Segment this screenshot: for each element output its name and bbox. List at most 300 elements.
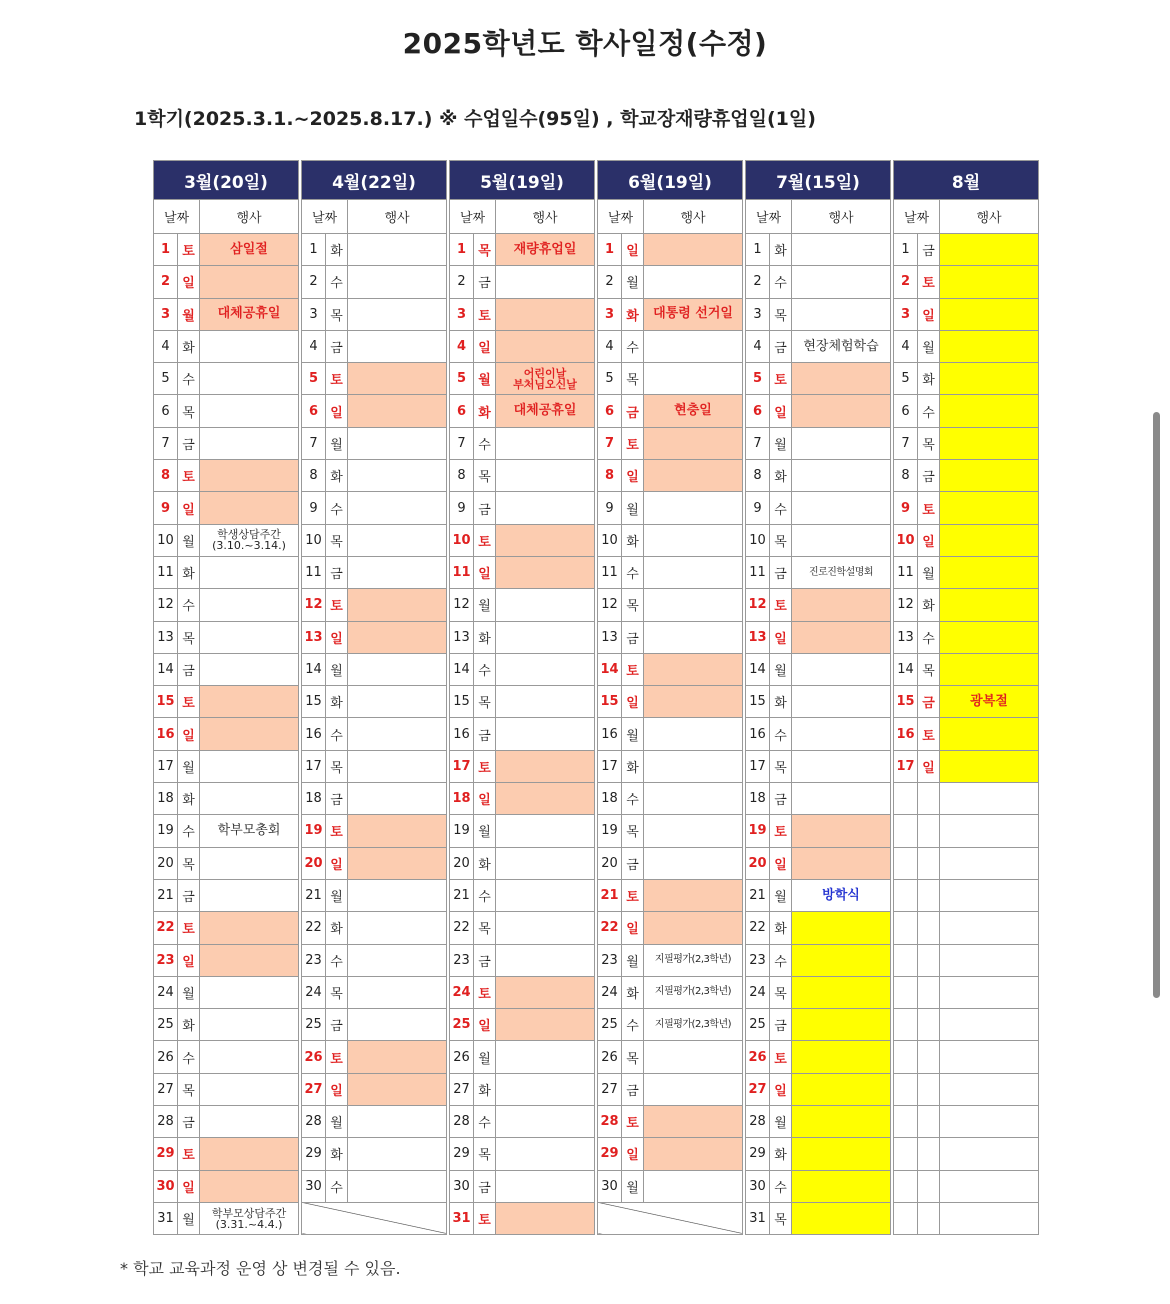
weekday: 화 [326, 912, 348, 944]
day-row [894, 556, 1039, 588]
event-cell [792, 718, 891, 750]
day-row [746, 330, 891, 362]
day-row [746, 912, 891, 944]
day-row [894, 460, 1039, 492]
event-cell [496, 912, 595, 944]
event-cell [348, 1041, 447, 1073]
semester-subtitle: 1학기(2025.3.1.~2025.8.17.) ※ 수업일수(95일) , 학교장재량휴업일(1일) [134, 108, 816, 130]
day-number: 6 [894, 395, 918, 427]
day-number: 12 [746, 589, 770, 621]
day-number: 23 [154, 944, 178, 976]
day-row [154, 1138, 299, 1170]
day-row [302, 976, 447, 1008]
weekday: 금 [622, 1073, 644, 1105]
event-cell [200, 395, 299, 427]
weekday: 수 [474, 1106, 496, 1138]
day-number [894, 879, 918, 911]
event-cell [496, 1009, 595, 1041]
event-cell [200, 686, 299, 718]
day-number: 25 [450, 1009, 474, 1041]
day-number: 14 [598, 653, 622, 685]
weekday: 토 [770, 1041, 792, 1073]
day-number: 8 [746, 460, 770, 492]
day-number: 8 [598, 460, 622, 492]
weekday: 금 [918, 686, 940, 718]
day-row [154, 298, 299, 330]
day-row [302, 589, 447, 621]
weekday: 수 [474, 427, 496, 459]
date-column-header: 날짜 [746, 200, 792, 234]
event-cell [496, 460, 595, 492]
day-row [302, 750, 447, 782]
event-cell [792, 1041, 891, 1073]
month-header: 6월(19일) [598, 161, 743, 200]
day-row [302, 266, 447, 298]
weekday: 수 [326, 718, 348, 750]
event-cell [200, 879, 299, 911]
event-cell [940, 750, 1039, 782]
weekday: 금 [770, 556, 792, 588]
day-number: 18 [154, 783, 178, 815]
day-number: 11 [746, 556, 770, 588]
event-cell [792, 1073, 891, 1105]
day-number: 16 [598, 718, 622, 750]
event-cell [644, 750, 743, 782]
day-number: 1 [302, 234, 326, 266]
weekday: 수 [326, 492, 348, 524]
day-number: 1 [154, 234, 178, 266]
day-row [302, 1170, 447, 1202]
event-cell [348, 492, 447, 524]
day-row [746, 395, 891, 427]
event-cell [496, 1202, 595, 1234]
day-row [598, 653, 743, 685]
day-row [154, 847, 299, 879]
day-number: 15 [746, 686, 770, 718]
weekday: 수 [622, 556, 644, 588]
weekday: 금 [770, 330, 792, 362]
day-row [598, 427, 743, 459]
day-number: 2 [598, 266, 622, 298]
day-number: 9 [154, 492, 178, 524]
event-cell [644, 330, 743, 362]
day-row [746, 234, 891, 266]
event-cell [792, 653, 891, 685]
weekday [918, 783, 940, 815]
day-number: 29 [598, 1138, 622, 1170]
weekday: 월 [622, 492, 644, 524]
day-row [450, 1041, 595, 1073]
event-cell [644, 460, 743, 492]
weekday: 화 [178, 330, 200, 362]
day-row [302, 427, 447, 459]
event-cell [792, 363, 891, 395]
day-number: 23 [598, 944, 622, 976]
day-row [302, 815, 447, 847]
weekday: 화 [622, 298, 644, 330]
weekday: 일 [326, 847, 348, 879]
day-row [598, 1202, 743, 1234]
day-number: 29 [746, 1138, 770, 1170]
weekday [918, 976, 940, 1008]
day-row [598, 363, 743, 395]
weekday: 월 [474, 363, 496, 395]
weekday: 금 [622, 847, 644, 879]
day-row [450, 686, 595, 718]
day-row [154, 363, 299, 395]
event-cell [348, 556, 447, 588]
weekday: 일 [622, 912, 644, 944]
event-cell [940, 912, 1039, 944]
day-row [154, 395, 299, 427]
weekday: 토 [770, 363, 792, 395]
day-row [746, 1073, 891, 1105]
day-row [302, 912, 447, 944]
weekday: 월 [918, 330, 940, 362]
event-cell [940, 1009, 1039, 1041]
day-row [450, 621, 595, 653]
event-cell [940, 1202, 1039, 1234]
day-number: 2 [894, 266, 918, 298]
weekday: 월 [326, 1106, 348, 1138]
day-row [598, 783, 743, 815]
day-number: 18 [450, 783, 474, 815]
event-cell [644, 686, 743, 718]
event-cell [348, 1073, 447, 1105]
event-cell [644, 621, 743, 653]
weekday: 토 [474, 524, 496, 556]
event-cell [200, 1106, 299, 1138]
day-row [302, 1009, 447, 1041]
day-number [894, 1073, 918, 1105]
day-number: 23 [302, 944, 326, 976]
month-table [597, 160, 743, 1235]
weekday: 화 [622, 750, 644, 782]
day-number: 22 [598, 912, 622, 944]
day-row [154, 330, 299, 362]
event-cell [644, 912, 743, 944]
date-column-header: 날짜 [450, 200, 496, 234]
day-number: 1 [450, 234, 474, 266]
event-cell [496, 1138, 595, 1170]
event-cell: 대체공휴일 [200, 298, 299, 330]
event-cell [200, 718, 299, 750]
day-row [450, 589, 595, 621]
day-row [450, 1106, 595, 1138]
weekday: 일 [474, 330, 496, 362]
day-row [894, 783, 1039, 815]
day-number [894, 976, 918, 1008]
weekday: 목 [326, 298, 348, 330]
day-number: 27 [598, 1073, 622, 1105]
date-column-header: 날짜 [894, 200, 940, 234]
day-number: 17 [154, 750, 178, 782]
day-row [302, 298, 447, 330]
weekday: 화 [326, 1138, 348, 1170]
day-row [302, 492, 447, 524]
day-number: 3 [302, 298, 326, 330]
day-row [598, 1009, 743, 1041]
weekday: 일 [770, 621, 792, 653]
month-header: 5월(19일) [450, 161, 595, 200]
day-row [450, 718, 595, 750]
event-cell: 대체공휴일 [496, 395, 595, 427]
weekday: 월 [178, 524, 200, 556]
day-number: 27 [450, 1073, 474, 1105]
event-cell [792, 1202, 891, 1234]
event-line: 학부모상담주간 [211, 1206, 287, 1220]
weekday: 수 [770, 718, 792, 750]
weekday: 토 [474, 298, 496, 330]
day-number: 26 [746, 1041, 770, 1073]
weekday: 화 [474, 621, 496, 653]
day-row [746, 492, 891, 524]
weekday: 토 [474, 976, 496, 1008]
day-number: 5 [598, 363, 622, 395]
day-row [746, 750, 891, 782]
event-cell [496, 718, 595, 750]
weekday: 목 [770, 750, 792, 782]
day-number: 9 [746, 492, 770, 524]
event-cell [200, 621, 299, 653]
day-number: 26 [302, 1041, 326, 1073]
weekday: 일 [770, 847, 792, 879]
day-number: 15 [894, 686, 918, 718]
weekday [918, 944, 940, 976]
day-number: 8 [302, 460, 326, 492]
event-cell [496, 686, 595, 718]
weekday: 일 [178, 1170, 200, 1202]
weekday: 화 [178, 783, 200, 815]
day-number: 28 [450, 1106, 474, 1138]
event-line: 어린이날 [523, 366, 567, 380]
day-number: 22 [450, 912, 474, 944]
day-number: 3 [154, 298, 178, 330]
event-cell [644, 718, 743, 750]
month-header: 4월(22일) [302, 161, 447, 200]
weekday: 일 [326, 1073, 348, 1105]
weekday: 금 [178, 1106, 200, 1138]
day-row [302, 363, 447, 395]
day-row [746, 653, 891, 685]
event-cell [496, 556, 595, 588]
day-number: 10 [154, 524, 178, 556]
weekday: 수 [326, 266, 348, 298]
weekday: 월 [770, 879, 792, 911]
day-number: 1 [746, 234, 770, 266]
event-cell: 광복절 [940, 686, 1039, 718]
event-column-header: 행사 [496, 200, 595, 234]
day-number: 4 [894, 330, 918, 362]
day-row [746, 718, 891, 750]
event-cell [940, 427, 1039, 459]
weekday: 화 [326, 686, 348, 718]
weekday: 금 [474, 718, 496, 750]
weekday: 수 [622, 783, 644, 815]
day-number: 14 [450, 653, 474, 685]
day-number: 18 [746, 783, 770, 815]
day-row [598, 556, 743, 588]
event-cell [348, 1106, 447, 1138]
event-cell [644, 524, 743, 556]
weekday: 토 [326, 589, 348, 621]
event-cell [348, 427, 447, 459]
weekday: 화 [770, 460, 792, 492]
day-row [450, 234, 595, 266]
day-number [894, 944, 918, 976]
day-number: 31 [154, 1202, 178, 1234]
day-row [598, 879, 743, 911]
event-cell [940, 976, 1039, 1008]
event-cell [792, 1138, 891, 1170]
weekday: 토 [326, 363, 348, 395]
event-cell [644, 363, 743, 395]
day-row [746, 363, 891, 395]
day-row [154, 879, 299, 911]
event-cell [496, 621, 595, 653]
weekday: 화 [474, 1073, 496, 1105]
day-row [746, 783, 891, 815]
event-cell [348, 589, 447, 621]
event-cell [496, 750, 595, 782]
weekday: 수 [178, 1041, 200, 1073]
event-cell [348, 815, 447, 847]
weekday: 목 [622, 363, 644, 395]
weekday: 수 [178, 815, 200, 847]
event-cell [200, 1170, 299, 1202]
weekday: 일 [918, 750, 940, 782]
day-row [894, 1170, 1039, 1202]
day-row [154, 718, 299, 750]
day-row [302, 524, 447, 556]
event-cell [200, 783, 299, 815]
day-row [894, 298, 1039, 330]
day-number: 25 [746, 1009, 770, 1041]
day-number: 22 [746, 912, 770, 944]
day-number: 13 [450, 621, 474, 653]
weekday: 월 [622, 718, 644, 750]
weekday: 수 [622, 330, 644, 362]
weekday: 금 [178, 653, 200, 685]
weekday: 화 [770, 1138, 792, 1170]
weekday: 토 [770, 815, 792, 847]
event-cell [348, 298, 447, 330]
day-number: 23 [746, 944, 770, 976]
month-table [893, 160, 1039, 1235]
day-row [746, 298, 891, 330]
day-number: 25 [302, 1009, 326, 1041]
day-row [302, 944, 447, 976]
event-cell [496, 815, 595, 847]
weekday: 일 [918, 298, 940, 330]
weekday: 화 [474, 847, 496, 879]
event-cell [200, 363, 299, 395]
weekday: 목 [178, 395, 200, 427]
weekday: 일 [622, 234, 644, 266]
day-number: 20 [450, 847, 474, 879]
weekday: 일 [326, 395, 348, 427]
event-cell [496, 330, 595, 362]
day-number: 25 [598, 1009, 622, 1041]
day-number: 6 [154, 395, 178, 427]
day-row [450, 815, 595, 847]
day-number: 27 [746, 1073, 770, 1105]
weekday: 수 [178, 363, 200, 395]
event-cell [348, 266, 447, 298]
day-number [894, 847, 918, 879]
event-cell: 지필평가(2,3학년) [644, 1009, 743, 1041]
weekday: 토 [178, 686, 200, 718]
event-cell [792, 783, 891, 815]
weekday: 월 [474, 1041, 496, 1073]
day-number: 1 [598, 234, 622, 266]
day-number: 10 [450, 524, 474, 556]
day-row [154, 815, 299, 847]
event-cell [940, 395, 1039, 427]
day-row [598, 524, 743, 556]
day-row [450, 847, 595, 879]
day-number: 11 [450, 556, 474, 588]
weekday: 목 [474, 1138, 496, 1170]
day-number [894, 1170, 918, 1202]
day-row [746, 944, 891, 976]
weekday: 목 [622, 815, 644, 847]
day-row [894, 621, 1039, 653]
day-row [894, 524, 1039, 556]
day-number: 26 [598, 1041, 622, 1073]
day-number: 13 [302, 621, 326, 653]
month-table [153, 160, 299, 1235]
weekday: 월 [622, 1170, 644, 1202]
day-number: 30 [746, 1170, 770, 1202]
weekday: 수 [474, 653, 496, 685]
day-row [154, 686, 299, 718]
event-cell [792, 847, 891, 879]
day-row [746, 460, 891, 492]
event-cell: 현장체험학습 [792, 330, 891, 362]
day-number: 2 [302, 266, 326, 298]
event-cell: 삼일절 [200, 234, 299, 266]
day-number: 15 [598, 686, 622, 718]
event-cell [940, 330, 1039, 362]
date-column-header: 날짜 [154, 200, 200, 234]
scrollbar[interactable] [1153, 412, 1160, 998]
day-row [450, 653, 595, 685]
weekday: 월 [770, 653, 792, 685]
day-number: 5 [894, 363, 918, 395]
event-cell [496, 589, 595, 621]
day-number: 21 [598, 879, 622, 911]
day-number: 12 [894, 589, 918, 621]
day-number [894, 1009, 918, 1041]
weekday: 일 [178, 944, 200, 976]
weekday: 일 [474, 556, 496, 588]
event-cell [644, 1073, 743, 1105]
day-row [154, 912, 299, 944]
day-number: 13 [598, 621, 622, 653]
day-number: 4 [154, 330, 178, 362]
event-cell [940, 234, 1039, 266]
event-cell [792, 750, 891, 782]
day-number: 19 [450, 815, 474, 847]
event-cell [200, 653, 299, 685]
day-row [450, 912, 595, 944]
event-cell [792, 912, 891, 944]
event-cell [496, 492, 595, 524]
day-number: 24 [598, 976, 622, 1008]
date-column-header: 날짜 [598, 200, 644, 234]
weekday: 토 [178, 460, 200, 492]
